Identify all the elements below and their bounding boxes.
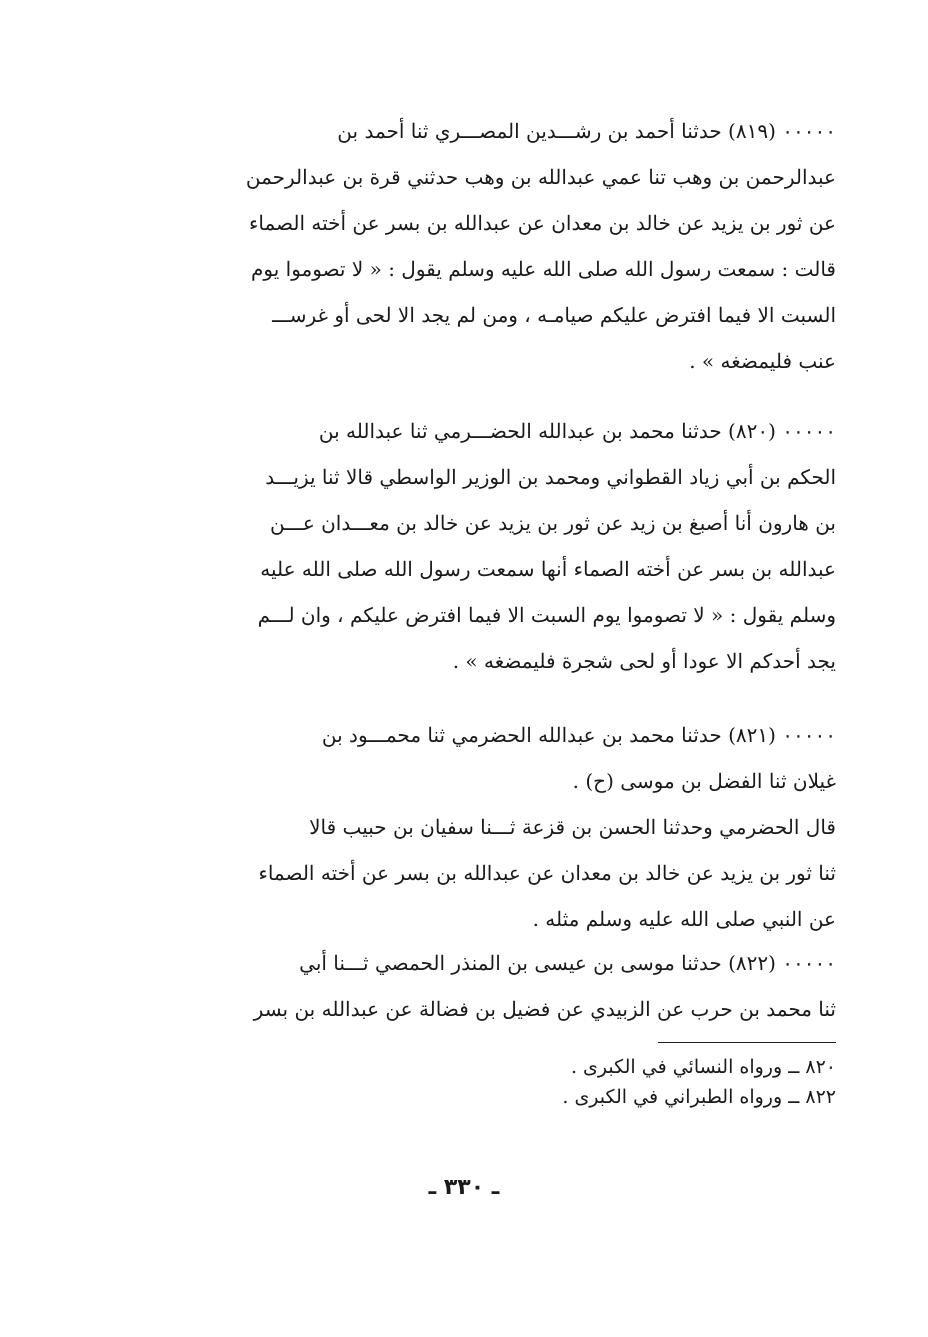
text-line: ٠٠٠٠٠ (٨٢٠) حدثنا محمد بن عبدالله الحضـــرمي ثنا عبدالله بن (318, 419, 836, 443)
hadith-821-continuation (136, 804, 836, 942)
text-line: بن هارون أنا أصبغ بن زيد عن ثور بن يزيد عن خالد بن معـــدان عـــن (270, 511, 836, 535)
hadith-820 (136, 408, 836, 684)
text-line: عن ثور بن يزيد عن خالد بن معدان عن عبدالله بن بسر عن أخته الصماء (248, 211, 836, 235)
text-line: عن النبي صلى الله عليه وسلم مثله . (532, 907, 836, 931)
text-line: ثنا ثور بن يزيد عن خالد بن معدان عن عبدالله بن بسر عن أخته الصماء (258, 861, 836, 885)
text-line: قالت : سمعت رسول الله صلى الله عليه وسلم يقول : « لا تصوموا يوم (251, 257, 836, 281)
text-line: غيلان ثنا الفضل بن موسى (ح) . (572, 769, 836, 793)
text-line: السبت الا فيما افترض عليكم صيامـه ، ومن لم يجد الا لحى أو غرســـ (272, 303, 836, 327)
text-line: ٠٠٠٠٠ (٨١٩) حدثنا أحمد بن رشـــدين المصـــري ثنا أحمد بن (337, 119, 836, 143)
text-line: قال الحضرمي وحدثنا الحسن بن قزعة ثـــنا سفيان بن حبيب قالا (309, 815, 836, 839)
text-line: يجد أحدكم الا عودا أو لحى شجرة فليمضغه » . (452, 649, 836, 673)
text-line: الحكم بن أبي زياد القطواني ومحمد بن الوزير الواسطي قالا ثنا يزيـــد (265, 465, 836, 489)
text-line: ٠٠٠٠٠ (٨٢٢) حدثنا موسى بن عيسى بن المنذر الحمصي ثـــنا أبي (299, 951, 836, 975)
footnote-822: ٨٢٢ ــ ورواه الطبراني في الكبرى . (562, 1086, 836, 1108)
hadith-819 (136, 108, 836, 384)
text-line: عبدالرحمن بن وهب تنا عمي عبدالله بن وهب حدثني قرة بن عبدالرحمن (245, 165, 836, 189)
hadith-822 (136, 940, 836, 1032)
page-number: ـ ٣٣٠ ـ (428, 1175, 500, 1200)
hadith-821 (136, 712, 836, 804)
text-line: وسلم يقول : « لا تصوموا يوم السبت الا فيما افترض عليكم ، وان لـــم (257, 603, 836, 627)
footnotes (236, 1052, 836, 1112)
text-line: عبدالله بن بسر عن أخته الصماء أنها سمعت رسول الله صلى الله عليه (260, 557, 836, 581)
text-line: ثنا محمد بن حرب عن الزبيدي عن فضيل بن فضالة عن عبدالله بن بسر (253, 997, 836, 1021)
text-line: ٠٠٠٠٠ (٨٢١) حدثنا محمد بن عبدالله الحضرمي ثنا محمـــود بن (321, 723, 836, 747)
footnote-divider (658, 1042, 836, 1043)
text-line: عنب فليمضغه » . (689, 349, 836, 373)
footnote-820: ٨٢٠ ــ ورواه النسائي في الكبرى . (570, 1056, 836, 1078)
